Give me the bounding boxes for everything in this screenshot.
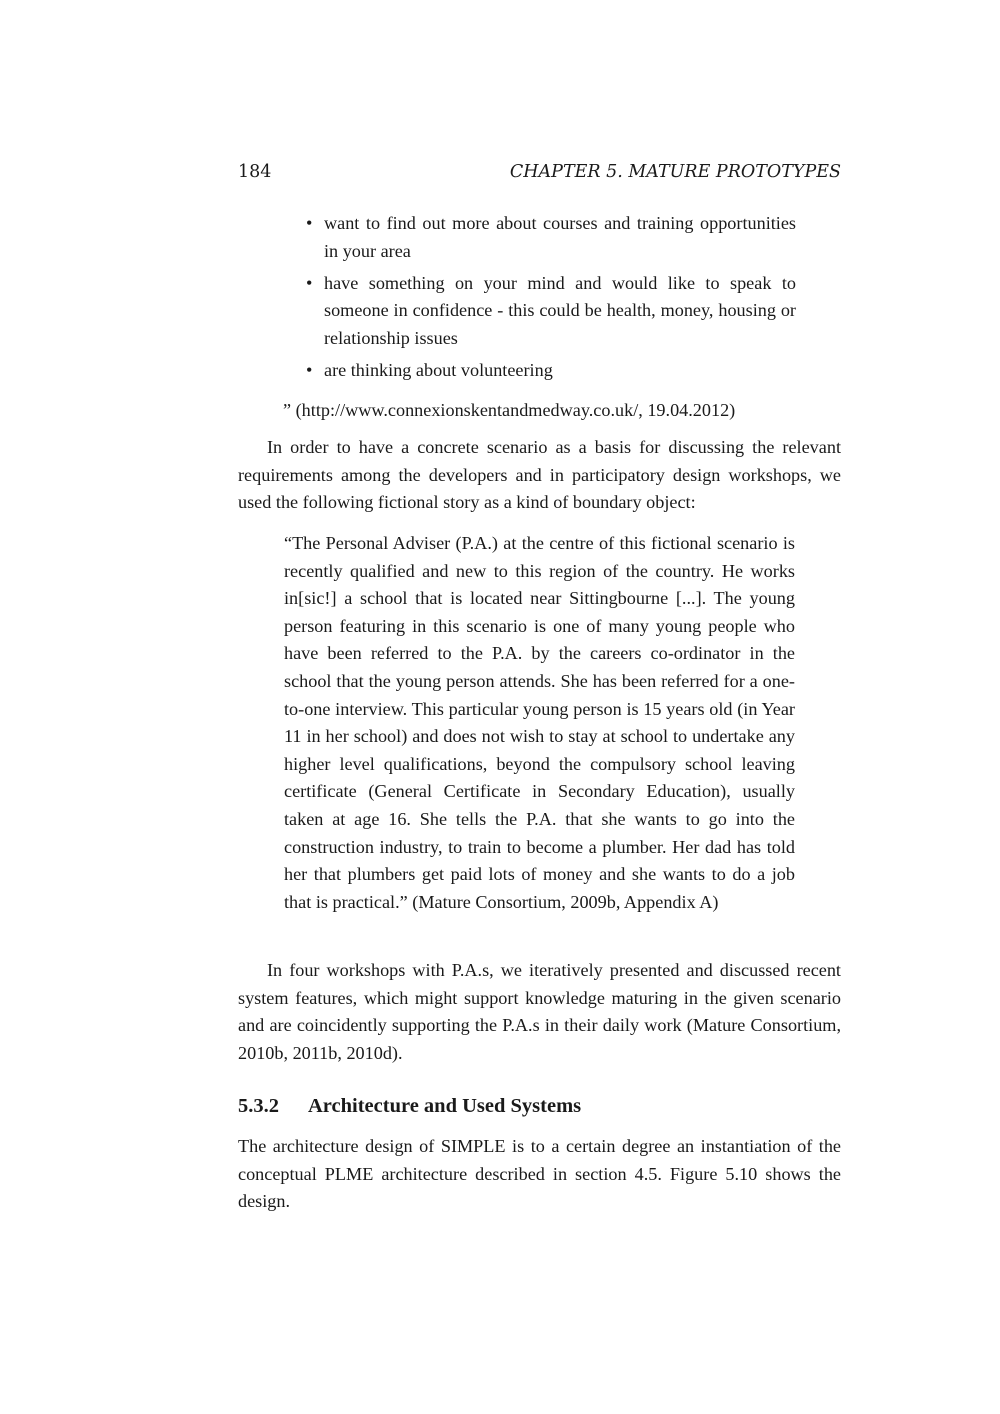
chapter-title: CHAPTER 5. MATURE PROTOTYPES bbox=[509, 162, 841, 182]
list-item bbox=[306, 210, 796, 265]
section-number: 5.3.2 bbox=[238, 1095, 279, 1117]
bullet-icon: • bbox=[306, 213, 313, 233]
workshops-paragraph: In four workshops with P.A.s, we iteratively presented and discussed recent system features, which might support knowledge maturing in the given scenario and are coincidently supporting the P.A.s in their daily work (Mature Consortium, 2010b, 2011b, 2010d). bbox=[238, 960, 841, 1063]
scenario-block-quote: “The Personal Adviser (P.A.) at the centre of this fictional scenario is recently qualified and new to this region of the country. He works in[sic!] a school that is located near Sittingbourne [...]. The young person featuring in this scenario is one of many young people who have been referred to the P.A. by the careers co-ordinator in the school that the young person attends. She has been referred for a one-to-one interview. This particular young person is 15 years old (in Year 11 in her school) and does not wish to stay at school to undertake any higher level qualifications, beyond the compulsory school leaving certificate (General Certificate in Secondary Education), usually taken at age 16. She tells the P.A. that she wants to go into the construction industry, to train to become a plumber. Her dad has told her that plumbers get paid lots of money and she wants to do a job that is practical.” (Mature Consortium, 2009b, Appendix A) bbox=[284, 533, 795, 912]
section-title: Architecture and Used Systems bbox=[308, 1095, 582, 1117]
list-item bbox=[306, 357, 796, 385]
list-item-text: are thinking about volunteering bbox=[324, 359, 553, 380]
section-heading bbox=[238, 1091, 841, 1121]
list-item-text: have something on your mind and would like to speak to someone in confidence - this could be health, money, housing or relationship issues bbox=[324, 272, 796, 348]
quote-source: ” (http://www.connexionskentandmedway.co.uk/, 19.04.2012) bbox=[283, 400, 736, 420]
bullet-list bbox=[306, 210, 796, 389]
page-number: 184 bbox=[238, 162, 272, 182]
architecture-paragraph: The architecture design of SIMPLE is to a certain degree an instantiation of the conceptual PLME architecture described in section 4.5. Figure 5.10 shows the design. bbox=[238, 1136, 841, 1212]
bullet-icon: • bbox=[306, 359, 313, 380]
list-item-text: want to find out more about courses and training opportunities in your area bbox=[324, 213, 796, 261]
list-item bbox=[306, 270, 796, 353]
intro-paragraph: In order to have a concrete scenario as a basis for discussing the relevant requirements among the developers and in participatory design workshops, we used the following fictional story as a kind of boundary object: bbox=[238, 437, 841, 513]
bullet-icon: • bbox=[306, 272, 313, 293]
